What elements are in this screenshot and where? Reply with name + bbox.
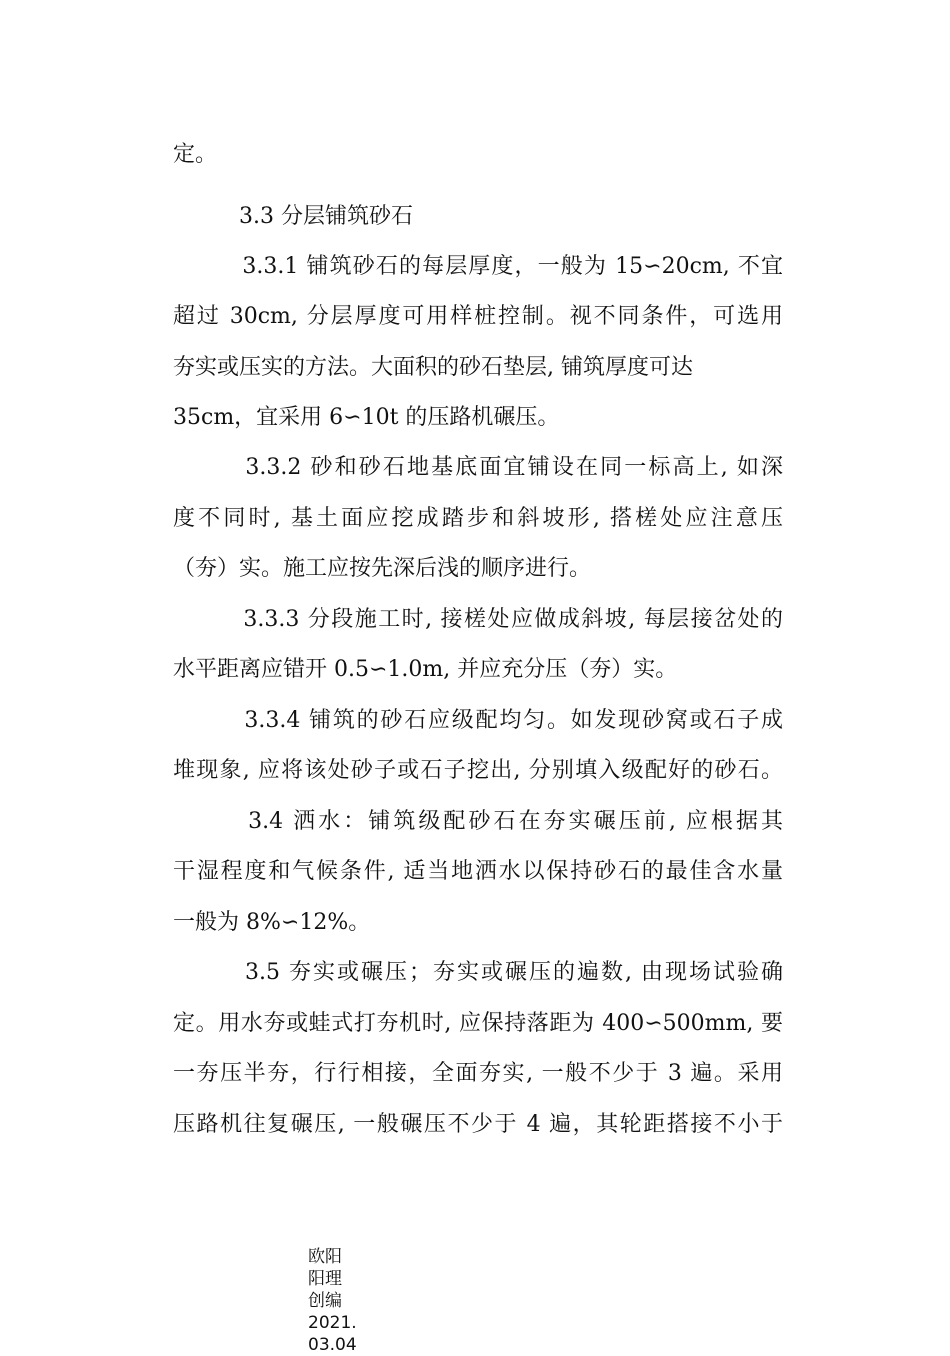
text-line: 定。用水夯或蛙式打夯机时, 应保持落距为 400∽500mm, 要	[173, 1011, 783, 1036]
text-line: 干湿程度和气候条件, 适当地洒水以保持砂石的最佳含水量	[173, 859, 783, 884]
text-line: 水平距离应错开 0.5∽1.0m, 并应充分压（夯）实。	[173, 657, 678, 682]
section-heading: 3.3 分层铺筑砂石	[173, 204, 413, 229]
text-line: 超过 30cm, 分层厚度可用样桩控制。视不同条件，可选用	[173, 304, 783, 329]
text-line: 度不同时, 基土面应挖成踏步和斜坡形, 搭槎处应注意压	[173, 506, 783, 531]
footer-author-date: 欧阳 阳理 创编 2021. 03.04	[308, 1247, 357, 1355]
text-line: 堆现象, 应将该处砂子或石子挖出, 分别填入级配好的砂石。	[173, 758, 783, 783]
text-line: 一般为 8%∽12%。	[173, 910, 371, 935]
text-line: 定。	[173, 142, 218, 167]
text-line: 3.5 夯实或碾压；夯实或碾压的遍数, 由现场试验确	[173, 960, 783, 985]
text-line: 3.3.1 铺筑砂石的每层厚度，一般为 15∽20cm, 不宜	[173, 254, 783, 279]
text-line: 3.4 洒水：铺筑级配砂石在夯实碾压前, 应根据其	[173, 809, 783, 834]
text-line: 3.3.3 分段施工时, 接槎处应做成斜坡, 每层接岔处的	[173, 607, 783, 632]
text-line: 压路机往复碾压, 一般碾压不少于 4 遍，其轮距搭接不小于	[173, 1112, 783, 1137]
text-line: 3.3.4 铺筑的砂石应级配均匀。如发现砂窝或石子成	[173, 708, 783, 733]
text-line: 一夯压半夯，行行相接，全面夯实, 一般不少于 3 遍。采用	[173, 1061, 783, 1086]
text-line: 夯实或压实的方法。大面积的砂石垫层, 铺筑厚度可达	[173, 355, 693, 380]
text-line: 3.3.2 砂和砂石地基底面宜铺设在同一标高上, 如深	[173, 455, 783, 480]
text-line: （夯）实。施工应按先深后浅的顺序进行。	[173, 556, 592, 581]
text-line: 35cm，宜采用 6∽10t 的压路机碾压。	[173, 405, 560, 430]
